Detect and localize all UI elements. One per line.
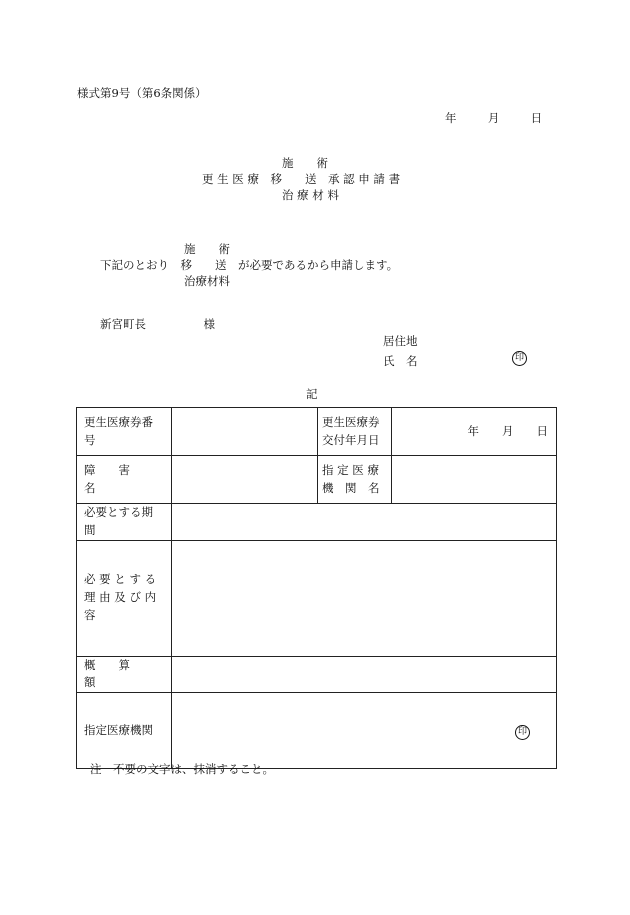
name-label: 氏 名 bbox=[383, 354, 418, 368]
institution-name-field[interactable] bbox=[392, 456, 557, 504]
disability-label: 障 害 名 bbox=[77, 456, 172, 504]
seal-icon: 印 bbox=[512, 351, 527, 366]
period-label: 必要とする期間 bbox=[77, 504, 172, 541]
institution-name-label bbox=[318, 456, 392, 504]
certificate-number-field[interactable] bbox=[172, 408, 318, 456]
title-main-line: 更 生 医 療 移 送 承 認 申 請 書 bbox=[202, 172, 401, 186]
footnote: 注 不要の文字は、抹消すること。 bbox=[90, 762, 274, 776]
table-row bbox=[77, 540, 557, 656]
addressee: 新宮町長 様 bbox=[100, 317, 215, 331]
designated-institution-label: 指定医療機関 bbox=[77, 693, 172, 769]
certificate-number-label: 更生医療券番号 bbox=[77, 408, 172, 456]
seal-icon: 印 bbox=[515, 725, 530, 740]
institution-label-1: 指 定 医 療 bbox=[322, 462, 379, 477]
certificate-date-label-1: 更生医療券 bbox=[322, 414, 380, 429]
date-line bbox=[445, 110, 542, 126]
table-row bbox=[77, 504, 557, 541]
date-month: 月 bbox=[487, 111, 500, 125]
intro-line: 下記のとおり 移 送 が必要であるから申請します。 bbox=[100, 258, 399, 272]
intro-option-1: 施 術 bbox=[184, 242, 230, 256]
certificate-date-label-2: 交付年月日 bbox=[322, 432, 380, 447]
disability-field[interactable] bbox=[172, 456, 318, 504]
reason-field[interactable] bbox=[172, 540, 557, 656]
date-year: 年 bbox=[445, 111, 457, 125]
estimate-label: 概 算 額 bbox=[77, 656, 172, 693]
table-row bbox=[77, 408, 557, 456]
certificate-date-field[interactable]: 年 月 日 bbox=[392, 408, 557, 456]
table-row bbox=[77, 693, 557, 769]
period-field[interactable] bbox=[172, 504, 557, 541]
title-option-1: 施 術 bbox=[282, 156, 328, 170]
reason-label-1: 必 要 と す る bbox=[84, 572, 157, 587]
document-title bbox=[0, 155, 630, 205]
form-number: 様式第9号（第6条関係） bbox=[77, 86, 207, 100]
date-day: 日 bbox=[530, 111, 543, 125]
reason-label bbox=[77, 540, 172, 656]
table-row bbox=[77, 656, 557, 693]
intro-statement bbox=[100, 241, 420, 289]
ki-heading: 記 bbox=[306, 387, 318, 401]
institution-label-2: 機 関 名 bbox=[322, 480, 380, 495]
title-option-3: 治 療 材 料 bbox=[282, 188, 339, 202]
estimate-field[interactable] bbox=[172, 656, 557, 693]
reason-label-2: 理 由 及 び 内 容 bbox=[84, 590, 157, 623]
certificate-date-label bbox=[318, 408, 392, 456]
residence-label: 居住地 bbox=[383, 334, 418, 348]
intro-option-3: 治療材料 bbox=[184, 274, 230, 288]
designated-institution-field[interactable] bbox=[172, 693, 557, 769]
application-table bbox=[76, 407, 557, 769]
table-row bbox=[77, 456, 557, 504]
